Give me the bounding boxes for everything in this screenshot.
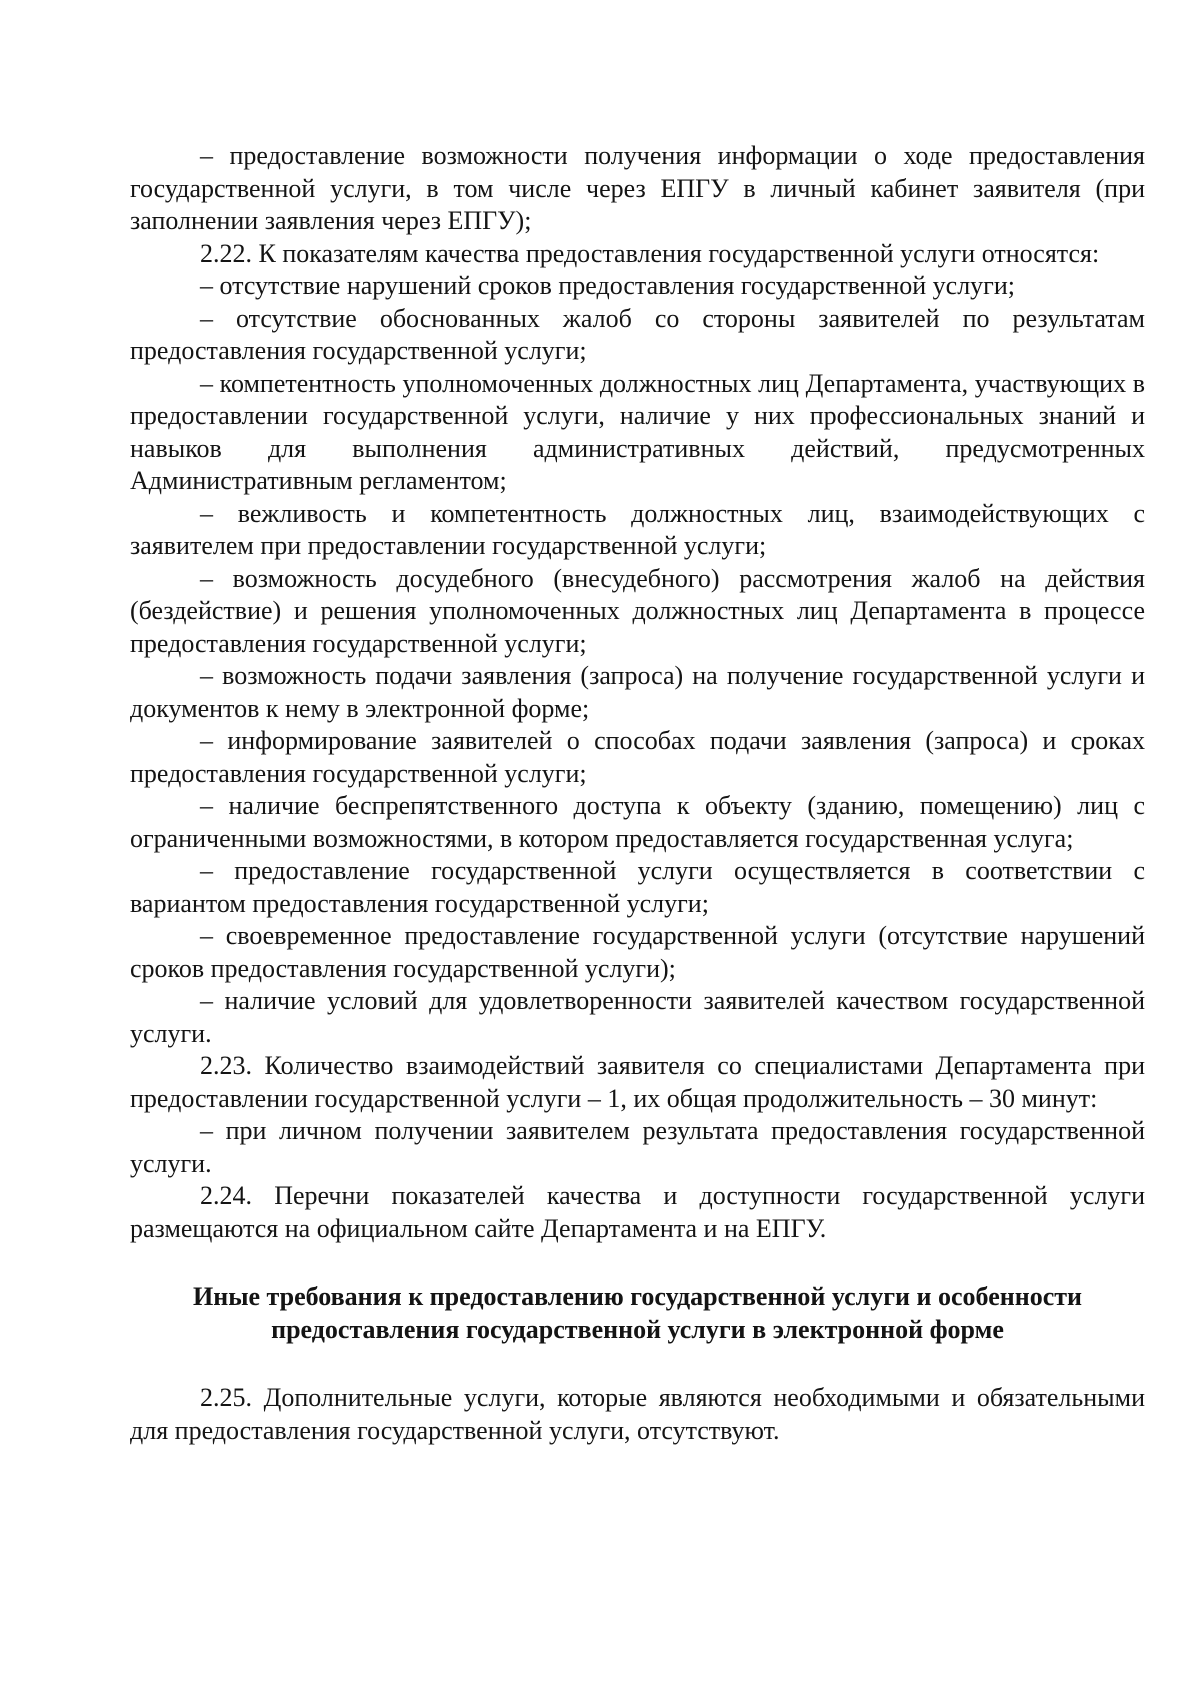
list-item-accessibility: – наличие беспрепятственного доступа к объекту (зданию, помещению) лиц с ограниченными возможностями, в котором предоставляется государственная услуга;	[130, 791, 1145, 853]
list-item-informing: – информирование заявителей о способах подачи заявления (запроса) и сроках предоставления государственной услуги;	[130, 726, 1145, 788]
section-heading-line-1: Иные требования к предоставлению государственной услуги и особенности	[192, 1282, 1082, 1311]
list-item-timely: – своевременное предоставление государственной услуги (отсутствие нарушений сроков предоставления государственной услуги);	[130, 921, 1145, 983]
list-item-personal-receipt: – при личном получении заявителем результата предоставления государственной услуги.	[130, 1116, 1145, 1178]
paragraph-info-progress: – предоставление возможности получения информации о ходе предоставления государственной услуги, в том числе через ЕПГУ в личный кабинет заявителя (при заполнении заявления через ЕПГУ);	[130, 141, 1145, 235]
list-item-variant: – предоставление государственной услуги осуществляется в соответствии с вариантом предоставления государственной услуги;	[130, 856, 1145, 918]
list-item-pretrial-appeal: – возможность досудебного (внесудебного) рассмотрения жалоб на действия (бездействие) и решения уполномоченных должностных лиц Департамента в процессе предоставления государственной услуги;	[130, 563, 1145, 658]
section-heading	[130, 1281, 1145, 1346]
list-item-politeness: – вежливость и компетентность должностных лиц, взаимодействующих с заявителем при предоставлении государственной услуги;	[130, 498, 1145, 560]
paragraph-2-22: 2.22. К показателям качества предоставления государственной услуги относятся:	[200, 238, 1100, 268]
paragraph-2-25: 2.25. Дополнительные услуги, которые являются необходимыми и обязательными для предоставления государственной услуги, отсутствуют.	[130, 1383, 1145, 1445]
paragraph-2-24: 2.24. Перечни показателей качества и доступности государственной услуги размещаются на официальном сайте Департамента и на ЕПГУ.	[130, 1181, 1145, 1243]
list-item-no-complaints: – отсутствие обоснованных жалоб со стороны заявителей по результатам предоставления государственной услуги;	[130, 303, 1145, 365]
document-body	[130, 140, 1145, 1447]
list-item-no-deadline-violations: – отсутствие нарушений сроков предоставления государственной услуги;	[200, 271, 1015, 300]
list-item-satisfaction: – наличие условий для удовлетворенности заявителей качеством государственной услуги.	[130, 986, 1145, 1048]
list-item-competence: – компетентность уполномоченных должностных лиц Департамента, участвующих в предоставлении государственной услуги, наличие у них профессиональных знаний и навыков для выполнения административных действий, предусмотренных Административным регламентом;	[130, 368, 1145, 495]
paragraph-2-23: 2.23. Количество взаимодействий заявителя со специалистами Департамента при предоставлении государственной услуги – 1, их общая продолжительность – 30 минут:	[130, 1051, 1145, 1113]
section-heading-line-2: предоставления государственной услуги в электронной форме	[271, 1314, 1004, 1344]
list-item-electronic-submission: – возможность подачи заявления (запроса) на получение государственной услуги и документов к нему в электронной форме;	[130, 661, 1145, 723]
